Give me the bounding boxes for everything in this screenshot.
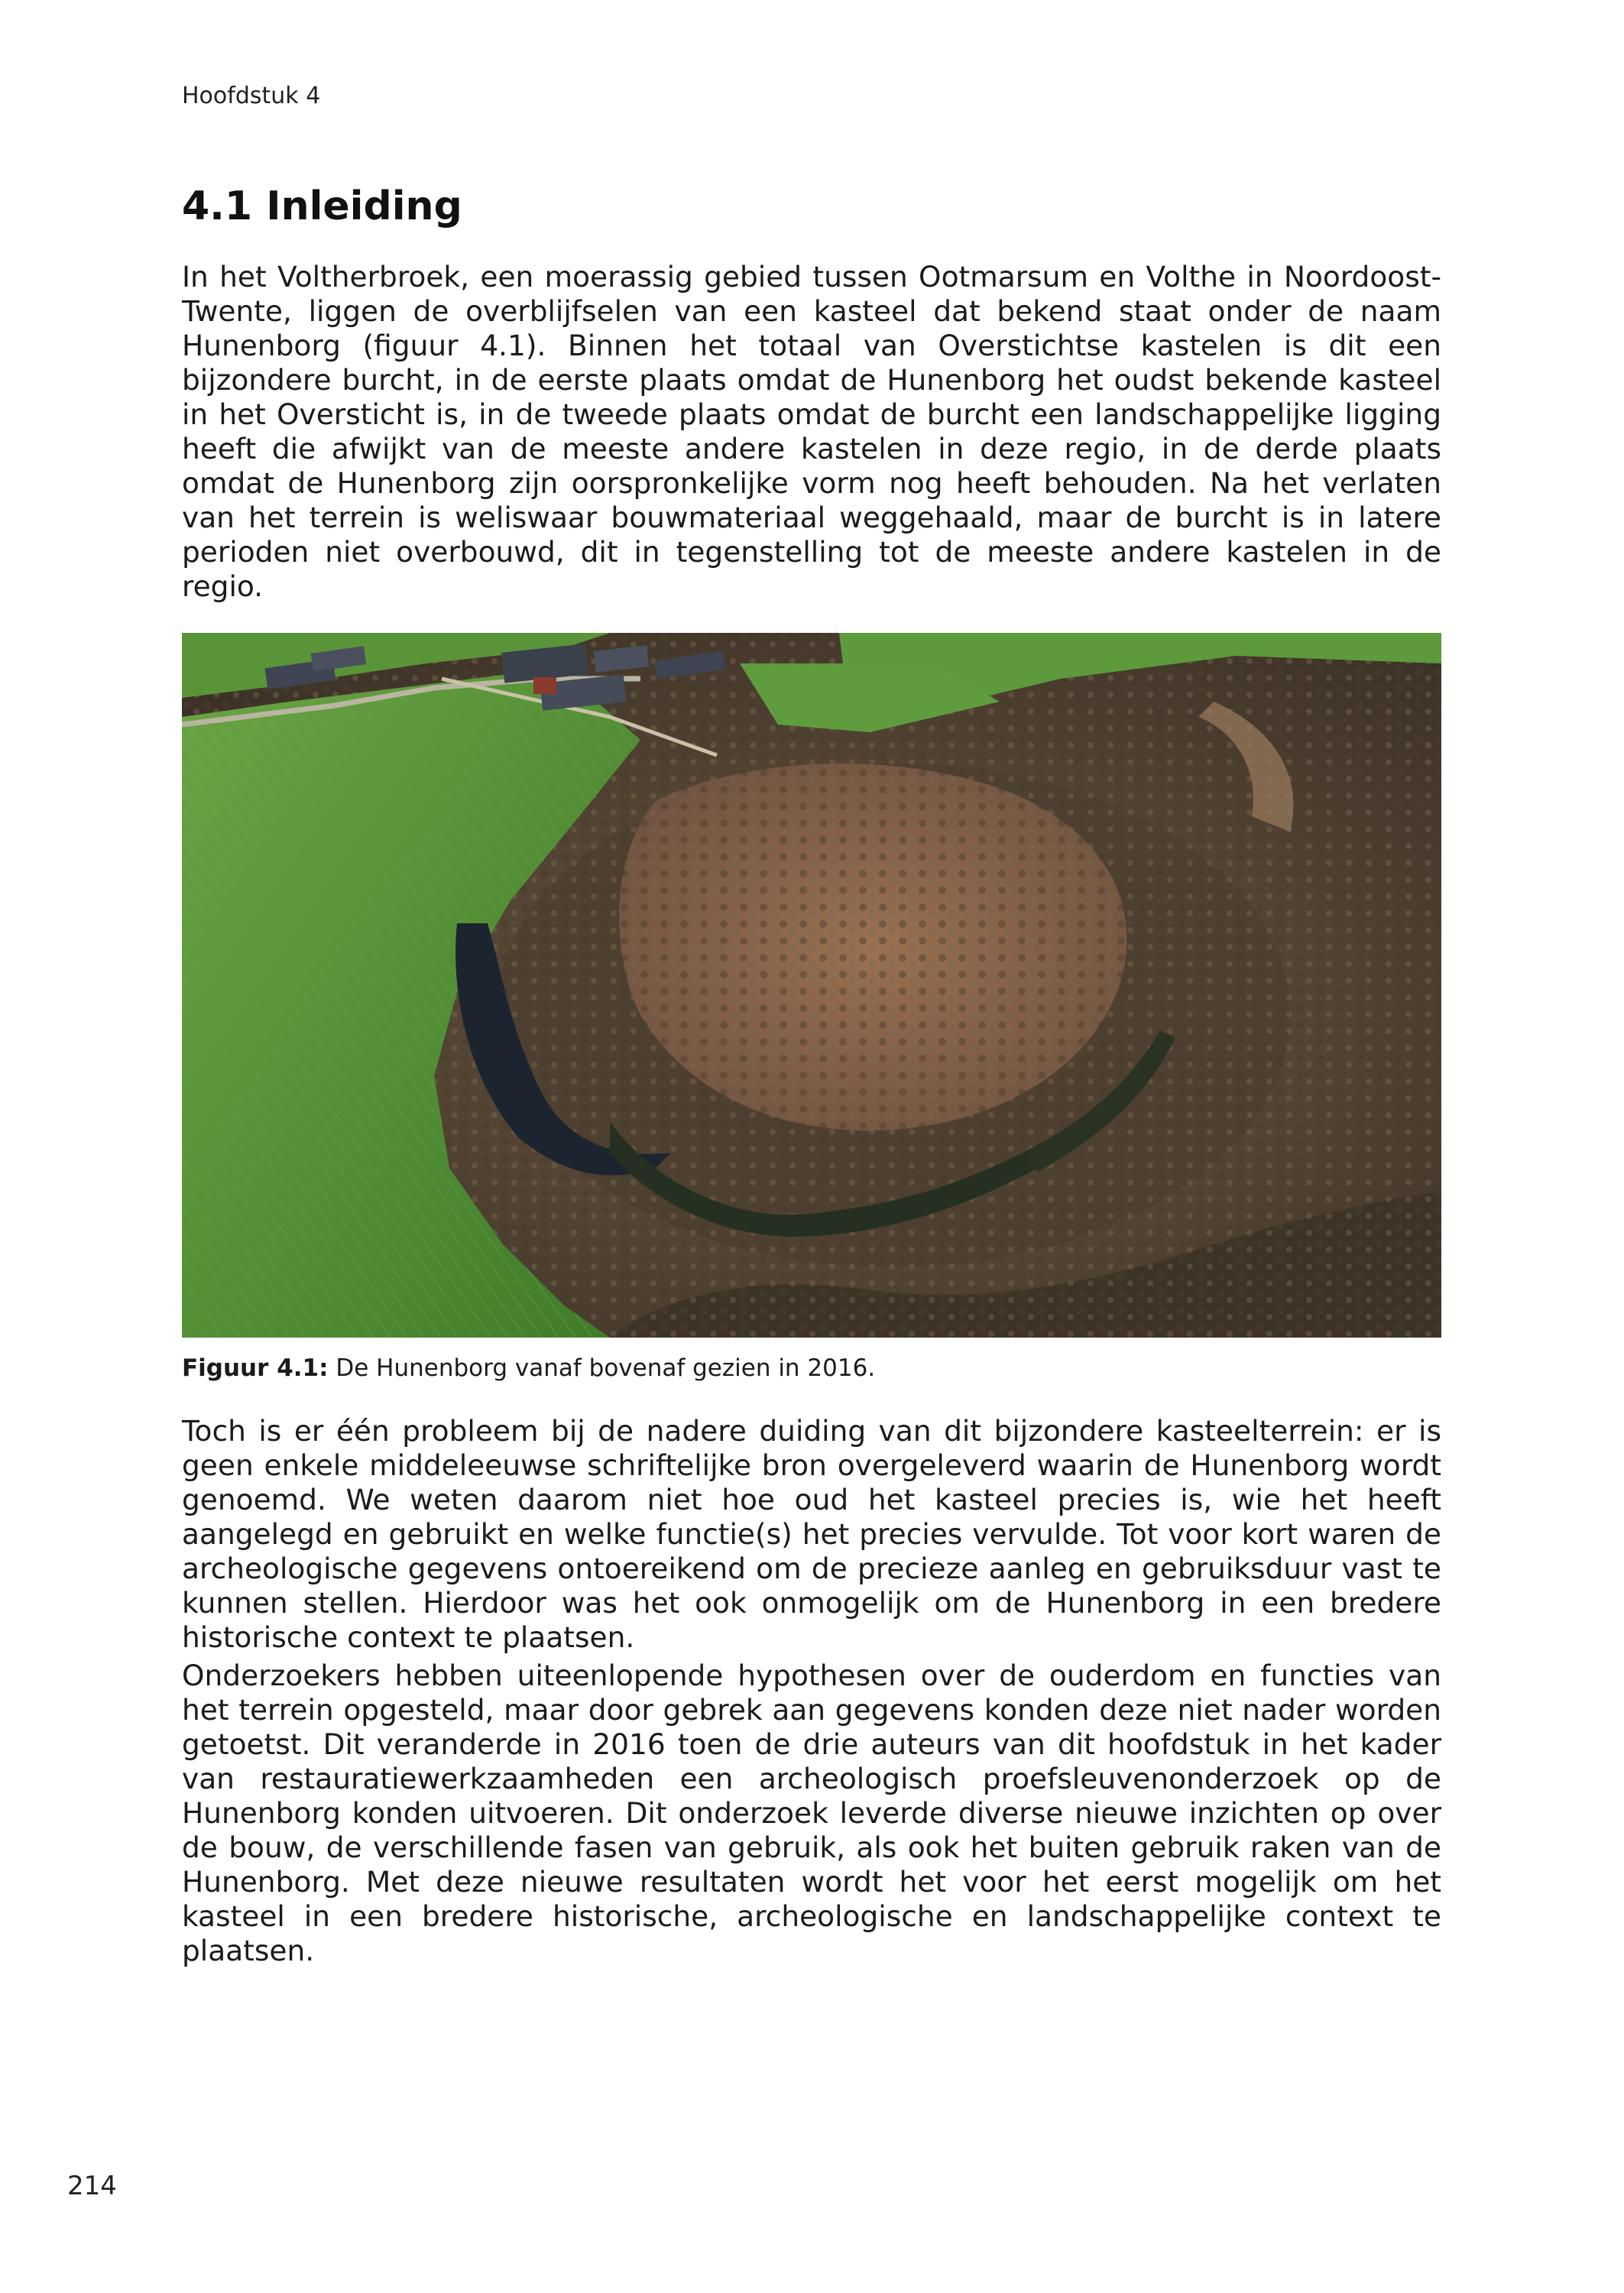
page-number: 214	[67, 2171, 117, 2201]
figure-caption-label: Figuur 4.1:	[182, 1354, 329, 1382]
section-title: 4.1 Inleiding	[182, 183, 462, 229]
paragraph-research: Onderzoekers hebben uiteenlopende hypothesen over de ouderdom en functies van het terrein opgesteld, maar door gebrek aan gegevens konden deze niet nader worden getoetst. Dit veranderde in 2016 toen de drie auteurs van dit hoofdstuk in het kader van restauratiewerkzaamheden een archeologisch proefsleuvenonderzoek op de Hunenborg konden uitvoeren. Dit onderzoek leverde diverse nieuwe inzichten op over de bouw, de verschillende fasen van gebruik, als ook het buiten gebruik raken van de Hunenborg. Met deze nieuwe resultaten wordt het voor het eerst mogelijk om het kasteel in een bredere historische, archeologische en landschappelijke context te plaatsen.	[182, 1659, 1441, 1967]
paragraph-problem: Toch is er één probleem bij de nadere duiding van dit bijzondere kasteelterrein: er is geen enkele middeleeuwse schriftelijke bron overgeleverd waarin de Hunenborg wordt genoemd. We weten daarom niet hoe oud het kasteel precies is, wie het heeft aangelegd en gebruikt en welke functie(s) het precies vervulde. Tot voor kort waren de archeologische gegevens ontoereikend om de precieze aanleg en gebruiksduur vast te kunnen stellen. Hierdoor was het ook onmogelijk om de Hunenborg in een bredere historische context te plaatsen.	[182, 1414, 1441, 1654]
running-head: Hoofdstuk 4	[182, 83, 321, 109]
figure-caption	[182, 1354, 875, 1382]
paragraph-intro: In het Voltherbroek, een moerassig gebied tussen Ootmarsum en Volthe in Noordoost-Twente, liggen de overblijfselen van een kasteel dat bekend staat onder de naam Hunenborg (figuur 4.1). Binnen het totaal van Overstichtse kastelen is dit een bijzondere burcht, in de eerste plaats omdat de Hunenborg het oudst bekende kasteel in het Oversticht is, in de tweede plaats omdat de burcht een landschappelijke ligging heeft die afwijkt van de meeste andere kastelen in deze regio, in de derde plaats omdat de Hunenborg zijn oorspronkelijke vorm nog heeft behouden. Na het verlaten van het terrein is weliswaar bouwmateriaal weggehaald, maar de burcht is in latere perioden niet overbouwd, dit in tegenstelling tot de meeste andere kastelen in de regio.	[182, 260, 1441, 603]
aerial-photo-hunenborg	[182, 633, 1441, 1338]
figure-caption-text: De Hunenborg vanaf bovenaf gezien in 2016.	[328, 1354, 876, 1382]
